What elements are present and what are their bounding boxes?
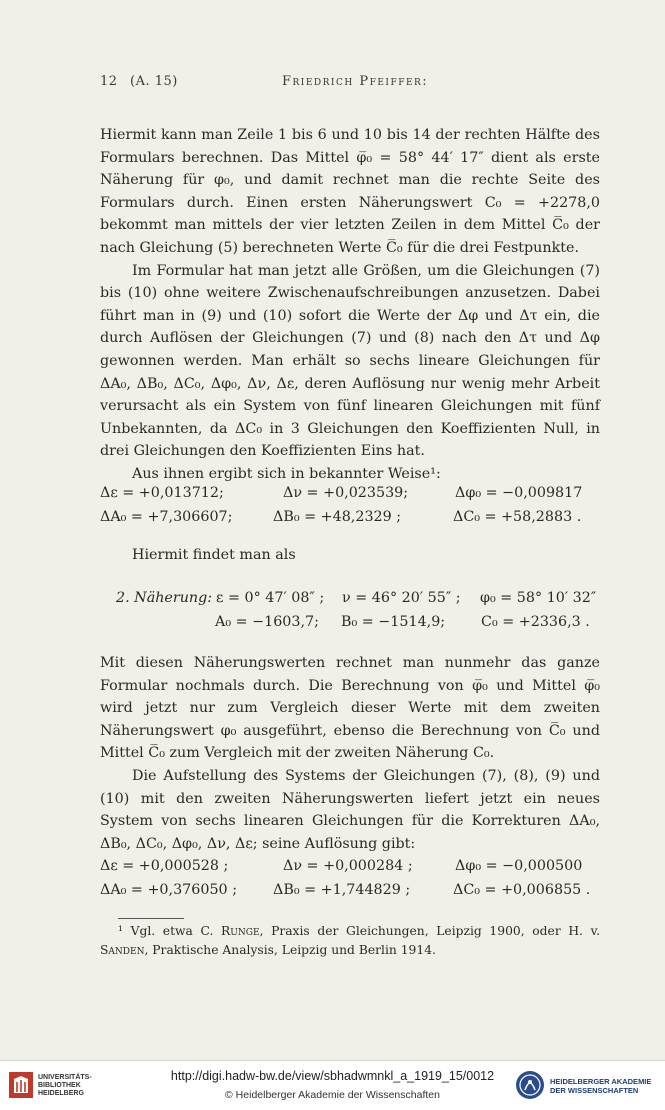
eq2-row2-b: ΔB₀ = +1,744829 ; [273,882,411,898]
text-block-1 [100,124,600,486]
approx-label: 2. Näherung: [116,590,213,606]
paragraph-6: Die Aufstellung des Systems der Gleichungen (7), (8), (9) und (10) mit den zweiten Näherungswerten liefert jetzt ein neues System von sechs linearen Gleichungen für die Korrekturen ΔA₀, ΔB₀, ΔC₀, Δφ₀, Δν, Δε; seine Auflösung gibt: [100,767,600,852]
footnote [100,922,600,960]
footnote-rule [118,918,184,919]
approx-row1-c: φ₀ = 58° 10′ 32″ [480,590,597,606]
library-name-line2: BIBLIOTHEK [38,1082,81,1089]
eq2-row1-b: Δν = +0,000284 ; [283,858,413,874]
eq1-row1-c: Δφ₀ = −0,009817 [455,485,583,501]
footnote-name-runge: Runge [221,924,260,938]
page-number: 12 [100,74,118,89]
footnote-name-sanden: Sanden [100,943,145,957]
section-number: (A. 15) [130,74,178,89]
academy-name-line1: HEIDELBERGER AKADEMIE [550,1077,652,1086]
paragraph-1: Hiermit kann man Zeile 1 bis 6 und 10 bis 14 der rechten Hälfte des Formulars berechnen. Das Mittel φ̅₀ = 58° 44′ 17″ dient als erste Näherung für φ₀, und damit rechnet man die rechte Seite des Formulars durch. Einen ersten Näherungswert C₀ = +2278,0 bekommt man mittels der vier letzten Zeilen in dem Mittel C̅₀ der nach Gleichung (5) berechneten Werte C̅₀ für die drei Festpunkte. [100,127,600,256]
library-name-line1: UNIVERSITÄTS- [38,1074,92,1081]
paragraph-2: Im Formular hat man jetzt alle Größen, um die Gleichungen (7) bis (10) ohne weitere Zwischenaufschreibungen anzusetzen. Dabei führt man in (9) und (10) sofort die Werte der Δφ und Δτ ein, die durch Auflösen der Gleichungen (7) und (8) nach den Δτ und Δφ gewonnen werden. Man erhält so sechs lineare Gleichungen für ΔA₀, ΔB₀, ΔC₀, Δφ₀, Δν, Δε, deren Auflösung nur wenig mehr Arbeit verursacht als ein System von fünf linearen Gleichungen mit fünf Unbekannten, da ΔC₀ in 3 Gleichungen den Koeffizienten Null, in drei Gleichungen den Koeffizienten Eins hat. [100,262,600,460]
eq1-row2-a: ΔA₀ = +7,306607; [100,509,233,525]
viewer-footer [0,1060,665,1110]
eq2-row2-a: ΔA₀ = +0,376050 ; [100,882,238,898]
author-name: Friedrich Pfeiffer: [282,74,429,89]
approx-row2-b: B₀ = −1514,9; [341,614,446,630]
paragraph-3: Aus ihnen ergibt sich in bekannter Weise¹: [132,465,441,482]
permalink[interactable]: http://digi.hadw-bw.de/view/sbhadwmnkl_a_1919_15/0012 [170,1069,495,1083]
eq2-row1-c: Δφ₀ = −0,000500 [455,858,583,874]
eq1-row2-b: ΔB₀ = +48,2329 ; [273,509,402,525]
approx-row1-a: ε = 0° 47′ 08″ ; [216,590,325,606]
footnote-text-b: , Praxis der Gleichungen, Leipzig 1900, oder H. v. [259,924,600,938]
copyright-notice: © Heidelberger Akademie der Wissenschaften [225,1089,440,1101]
paragraph-4: Hiermit findet man als [132,547,296,563]
approx-row2-a: A₀ = −1603,7; [215,614,319,630]
footnote-text-a: Vgl. etwa C. [130,924,222,938]
eq2-row2-c: ΔC₀ = +0,006855 . [453,882,591,898]
eq1-row1-a: Δε = +0,013712; [100,485,224,501]
approx-row1-b: ν = 46° 20′ 55″ ; [342,590,461,606]
text-block-2 [100,652,600,855]
eq2-row1-a: Δε = +0,000528 ; [100,858,229,874]
footnote-text-c: , Praktische Analysis, Leipzig und Berlin 1914. [144,943,436,957]
library-name-line3: HEIDELBERG [38,1090,84,1097]
academy-logo-icon [515,1070,545,1100]
eq1-row2-c: ΔC₀ = +58,2883 . [453,509,582,525]
academy-name-line2: DER WISSENSCHAFTEN [550,1086,639,1095]
eq1-row1-b: Δν = +0,023539; [283,485,409,501]
footnote-mark: ¹ [118,924,123,938]
academy-name [550,1077,651,1095]
paragraph-5: Mit diesen Näherungswerten rechnet man nunmehr das ganze Formular nochmals durch. Die Berechnung von φ̅₀ und Mittel φ̅₀ wird jetzt nur zum Vergleich dieser Werte mit dem zweiten Näherungswert φ₀ ausgeführt, ebenso die Berechnung von C̅₀ und Mittel C̅₀ zum Vergleich mit der zweiten Näherung C₀. [100,655,600,762]
approx-row2-c: C₀ = +2336,3 . [481,614,590,630]
